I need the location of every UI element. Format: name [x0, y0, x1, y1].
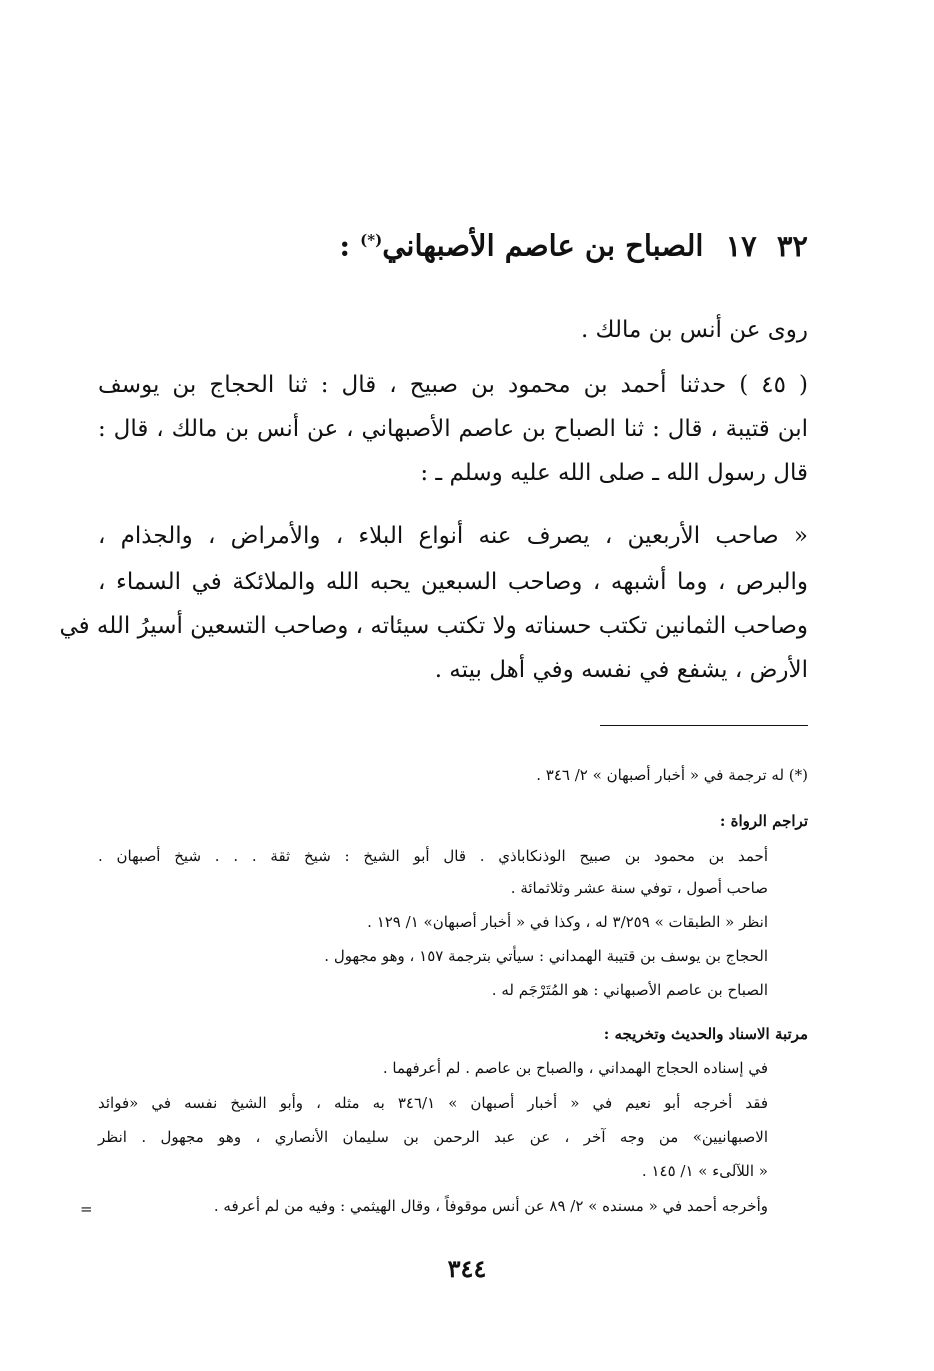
entry-sequence-number: ١٧ [725, 228, 757, 263]
entry-number: ٣٢ [776, 228, 808, 263]
hadith-line-2: والبرص ، وما أشبهه ، وصاحب السبعين يحبه الله والملائكة في السماء ، [98, 569, 808, 595]
grading-line-1: في إسناده الحجاج الهمداني ، والصباح بن عاصم . لم أعرفهما . [382, 1059, 768, 1077]
page-number: ٣٤٤ [447, 1254, 487, 1283]
narrators-heading: تراجم الرواة : [719, 812, 808, 830]
narration-line: روى عن أنس بن مالك . [580, 317, 808, 343]
grading-line-4: « اللآلىء » ١/ ١٤٥ . [641, 1162, 768, 1180]
entry-colon: : [339, 228, 351, 263]
isnad-line-3: قال رسول الله ـ صلى الله عليه وسلم ـ : [420, 460, 808, 486]
continuation-mark: = [80, 1200, 93, 1218]
entry-heading [108, 218, 808, 268]
footnote-separator [600, 725, 808, 726]
grading-line-2: فقد أخرجه أبو نعيم في « أخبار أصبهان » ٣٤٦/١ به مثله ، وأبو الشيخ نفسه في «فوائد [98, 1094, 768, 1112]
isnad-line-1: ( ٤٥ ) حدثنا أحمد بن محمود بن صبيح ، قال : ثنا الحجاج بن يوسف [98, 372, 808, 398]
narrator-line-4: الحجاج بن يوسف بن قتيبة الهمداني : سيأتي بترجمة ١٥٧ ، وهو مجهول . [324, 947, 768, 965]
grading-heading: مرتبة الاسناد والحديث وتخريجه : [603, 1025, 808, 1043]
narrator-line-2: صاحب أصول ، توفي سنة عشر وثلاثمائة . [510, 879, 768, 897]
isnad-line-2: ابن قتيبة ، قال : ثنا الصباح بن عاصم الأصبهاني ، عن أنس بن مالك ، قال : [98, 416, 808, 442]
narrator-line-1: أحمد بن محمود بن صبيح الوذنكاباذي . قال أبو الشيخ : شيخ ثقة . . . شيخ أصبهان . [98, 847, 768, 865]
footnote-marker: (*) [360, 231, 383, 249]
hadith-line-3: وصاحب الثمانين تكتب حسناته ولا تكتب سيئاته ، وصاحب التسعين أسيرُ الله في [59, 613, 808, 639]
footnote-star: (*) له ترجمة في « أخبار أصبهان » ٢/ ٣٤٦ . [536, 766, 808, 784]
narrator-line-3: انظر « الطبقات » ٣/٢٥٩ له ، وكذا في « أخبار أصبهان» ١/ ١٢٩ . [367, 913, 768, 931]
entry-name: الصباح بن عاصم الأصبهاني [382, 228, 704, 263]
hadith-line-4: الأرض ، يشفع في نفسه وفي أهل بيته . [434, 657, 808, 683]
grading-line-5: وأخرجه أحمد في « مسنده » ٢/ ٨٩ عن أنس موقوفاً ، وقال الهيثمي : وفيه من لم أعرفه . [213, 1197, 768, 1215]
narrator-line-5: الصباح بن عاصم الأصبهاني : هو المُتَرْجَم له . [491, 981, 768, 999]
hadith-line-1: « صاحب الأربعين ، يصرف عنه أنواع البلاء ، والأمراض ، والجذام ، [98, 523, 808, 549]
grading-line-3: الاصبهانيين» من وجه آخر ، عن عبد الرحمن بن سليمان الأنصاري ، وهو مجهول . انظر [98, 1128, 768, 1146]
